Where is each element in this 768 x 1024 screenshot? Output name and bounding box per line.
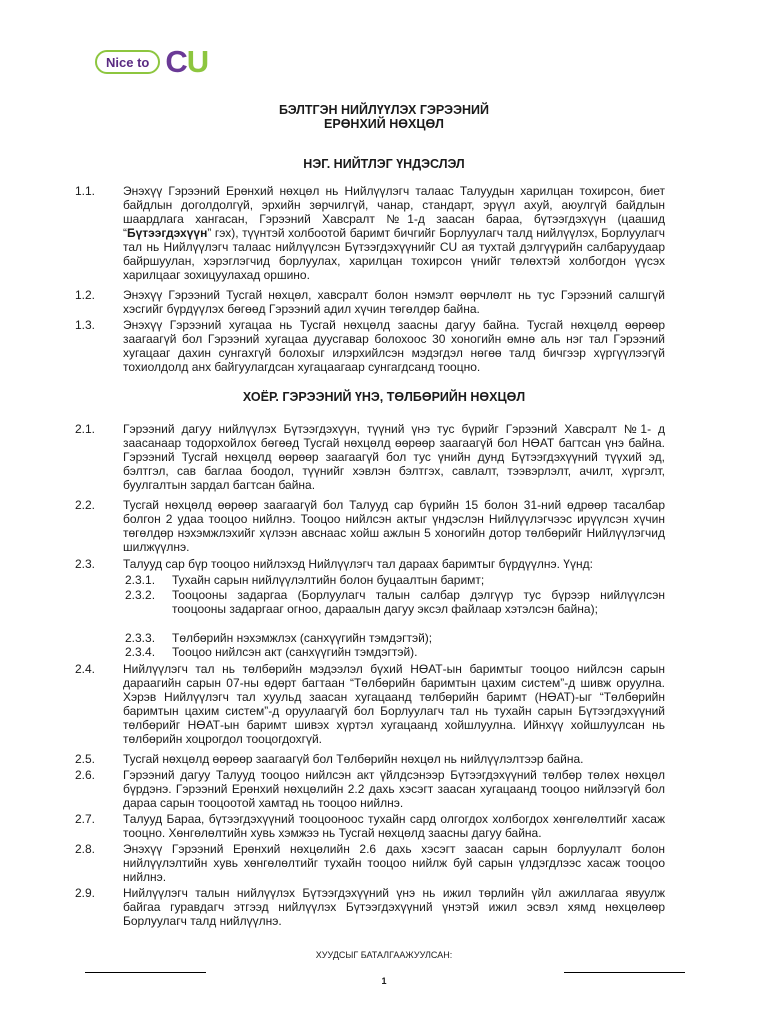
clause-text: Нийлүүлэгч талын нийлүүлэх Бүтээгдэхүүний үнэ нь ижил төрлийн үйл ажиллагаа явуулж байгаа гуравдагч этгээд нийлүүлэх Бүтээгдэхүүний үнэтэй ижил эсвэл хямд нөхцөлөөр Борлуулагч талд нийлүүлнэ.: [123, 886, 665, 928]
page-number: 1: [381, 976, 387, 986]
clause-text: Энэхүү Гэрээний хугацаа нь Тусгай нөхцөлд заасны дагуу байна. Тусгай нөхцөлд өөрөөр заагаагүй бол Гэрээний хугацаа дуусгавар болохоос 30 хоногийн өмнө аль нэг тал Гэрээний хугацааг дахин сунгахгүй болохыг илэрхийлсэн мэдэгдэл нөгөө талд бичгээр хүргүүлээгүй тохиолдолд анх байгуулагдсан хугацаагаар сунгагдсанд тооцно.: [123, 318, 665, 374]
clause-text: Тусгай нөхцөлд өөрөөр заагаагүй бол Төлбөрийн нөхцөл нь нийлүүлэлтээр байна.: [123, 752, 584, 766]
clause-number: 1.1.: [75, 184, 96, 198]
nice-to-cu-logo: [95, 44, 209, 79]
subclause-text: Тооцоо нийлсэн акт (санхүүгийн тэмдэгтэй).: [172, 645, 418, 659]
clause-number: 2.9.: [75, 886, 96, 900]
clause-text: Энэхүү Гэрээний Ерөнхий нөхцөлийн 2.6 дахь хэсэгт заасан сарын борлуулалт болон нийлүүлэлтийн хувь хөнгөлөлтийг тухайн тооцоо нийлж буй сарын үлдэгдлээс хасаж тооцоо нийлнэ.: [123, 842, 665, 884]
signature-line-left: [85, 972, 206, 973]
clause-text: Талууд сар бүр тооцоо нийлэхэд Нийлүүлэгч тал дараах баримтыг бүрдүүлнэ. Үүнд:: [123, 557, 593, 571]
clause-text: Талууд Бараа, бүтээгдэхүүний тооцоонооc тухайн сард олгогдох холбогдох хөнгөлөлтийг хасаж тооцно. Хөнгөлөлтийн хувь хэмжээ нь Тусгай нөхцөлд заасны дагуу байна.: [123, 812, 665, 840]
clause-text: Энэхүү Гэрээний Ерөнхий нөхцөл нь Нийлүүлэгч талаас Талуудын харилцан тохирсон, биет байдлын доголдолгүй, эрхийн зөрчилгүй, чанар, стандарт, эрүүл ахуй, аюулгүй байдлын шаардлага хангасан, Гэрээний Хавсралт №1-д заасан бараа, бүтээгдэхүүн (цаашид “Бүтээгдэхүүн” гэх), түүнтэй холбоотой баримт бичгийг Борлуулагч талд нийлүүлэх, Борлуулагч тал нь Нийлүүлэгч талаас нийлүүлсэн Бүтээгдэхүүнийг CU ая тухтай дэлгүүрийн салбаруудаар байршуулан, хэрэглэгчид борлуулах, харилцан тохирсон үнийг төлөхтэй холбогдон үүсэх харилцааг зохицуулахад оршино.: [123, 184, 665, 282]
clause-number: 2.1.: [75, 422, 96, 436]
clause-text: Тусгай нөхцөлд өөрөөр заагаагүй бол Талууд сар бүрийн 15 болон 31-ний өдрөөр тасалбар болгон 2 удаа тооцоо нийлнэ. Тооцоо нийлсэн актыг үндэслэн Нийлүүлэгчээс ирүүлсэн хүчин төгөлдөр нэхэмжлэхийг хүлээн авснаас хойш ажлын 5 хоногийн дотор төлбөрийг Нийлүүлэгчид шилжүүлнэ.: [123, 498, 665, 554]
subclause-number: 2.3.4.: [125, 645, 156, 659]
clause-number: 2.3.: [75, 557, 96, 571]
clause-number: 1.3.: [75, 318, 96, 332]
logo-cu: CU: [165, 44, 209, 79]
subclause-text: Төлбөрийн нэхэмжлэх (санхүүгийн тэмдэгтэй);: [172, 631, 433, 645]
clause-number: 2.5.: [75, 752, 96, 766]
clause-number: 2.7.: [75, 812, 96, 826]
subclause-number: 2.3.1.: [125, 573, 156, 587]
logo-nice-to: Nice to: [95, 50, 160, 74]
clause-number: 1.2.: [75, 288, 96, 302]
subclause-text: Тухайн сарын нийлүүлэлтийн болон буцаалтын баримт;: [172, 573, 485, 587]
clause-number: 2.8.: [75, 842, 96, 856]
clause-text: Энэхүү Гэрээний Тусгай нөхцөл, хавсралт болон нэмэлт өөрчлөлт нь тус Гэрээний салшгүй хэсгийг бүрдүүлэх бөгөөд Гэрээний адил хүчин төгөлдөр байна.: [123, 288, 665, 316]
subclause-number: 2.3.3.: [125, 631, 156, 645]
clause-number: 2.6.: [75, 768, 96, 782]
clause-number: 2.4.: [75, 662, 96, 676]
clause-number: 2.2.: [75, 498, 96, 512]
section2-heading: ХОЁР. ГЭРЭЭНИЙ ҮНЭ, ТӨЛБӨРИЙН НӨХЦӨЛ: [242, 390, 526, 404]
subclause-text: Тооцооны задаргаа (Борлуулагч талын салбар дэлгүүр тус бүрээр нийлүүлсэн тооцооны задаргааг огноо, дараалын дагуу эксэл файлаар хэтэлсэн байна);: [172, 588, 665, 616]
clause-text: Нийлүүлэгч тал нь төлбөрийн мэдээлэл бүхий НӨАТ-ын баримтыг тооцоо нийлсэн сарын дараагийн сарын 07-ны өдөрт багтаан “Төлбөрийн баримтын цахим систем”-д шивж оруулна. Хэрэв Нийлүүлэгч тал хуульд заасан хугацаанд төлбөрийн баримт (НӨАТ)-ыг “Төлбөрийн баримтын цахим систем”-д оруулаагүй бол Борлуулагч тал нь тухайн сарын Бүтээгдэхүүний төлбөрийг НӨАТ-ын баримт шивэх хүртэл хугацаанд хойшлуулна. Ийнхүү хойшлуулсан нь төлбөрийн хоцрогдол тооцогдохгүй.: [123, 662, 665, 746]
clause-text: Гэрээний дагуу Талууд тооцоо нийлсэн акт үйлдсэнээр Бүтээгдэхүүний төлбөр төлөх нөхцөл бүрдэнэ. Гэрээний Ерөнхий нөхцөлийн 2.2 дахь хэсэгт заасан хугацаанд тооцоо нийлээгүй бол дараа сарын тооцоотой хамтад нь тооцоо нийлнэ.: [123, 768, 665, 810]
subclause-number: 2.3.2.: [125, 588, 156, 602]
clause-text: Гэрээний дагуу нийлүүлэх Бүтээгдэхүүн, түүний үнэ тус бүрийг Гэрээний Хавсралт №1- д заасанаар тодорхойлох бөгөөд Тусгай нөхцөлд өөрөөр заагаагүй бол НӨАТ багтсан үнэ байна. Гэрээний Тусгай нөхцөлд өөрөөр заагаагүй бол тус үнийн дунд Бүтээгдэхүүний түүхий эд, бэлтгэл, сав баглаа боодол, түүнийг хэвлэн бэлтгэх, савлалт, тээвэрлэлт, ачилт, хүргэлт, буулгалтын зардал багтсан байна.: [123, 422, 665, 492]
signature-line-right: [564, 972, 685, 973]
section1-heading: НЭГ. НИЙТЛЭГ ҮНДЭСЛЭЛ: [303, 157, 465, 171]
footer-certified-label: ХУУДСЫГ БАТАЛГААЖУУЛСАН:: [315, 950, 453, 960]
document-title-line1: БЭЛТГЭН НИЙЛҮҮЛЭХ ГЭРЭЭНИЙ: [279, 103, 489, 117]
document-title-line2: ЕРӨНХИЙ НӨХЦӨЛ: [324, 117, 444, 131]
